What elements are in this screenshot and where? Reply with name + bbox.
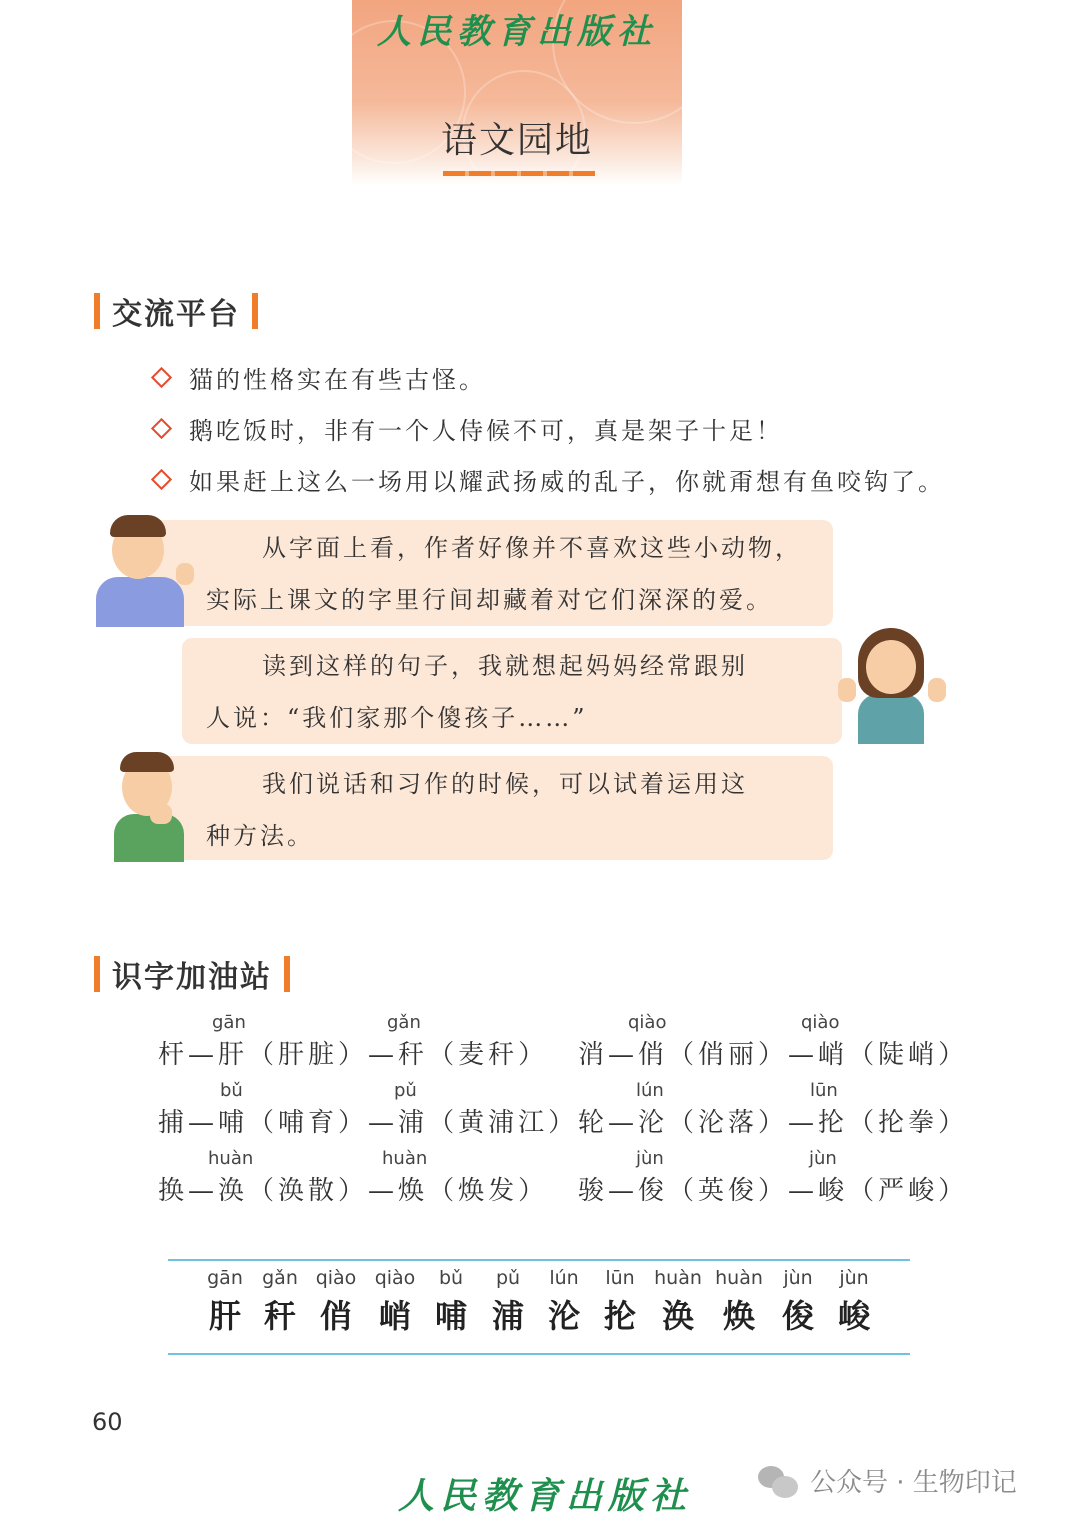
diamond-bullet-icon (151, 367, 172, 388)
bubble-line: 实际上课文的字里行间却藏着对它们深深的爱。 (206, 586, 773, 614)
target-char: 肝 (218, 1040, 249, 1070)
write-char: 肝 (208, 1297, 241, 1335)
watermark-text: 公众号 · 生物印记 (810, 1468, 1017, 1498)
write-char: 俊 (781, 1297, 814, 1335)
word: （抡拳） (848, 1108, 969, 1138)
sentence-text: 猫的性格实在有些古怪。 (189, 366, 486, 394)
write-char-cell (591, 1267, 649, 1337)
target-char: 沦 (638, 1108, 669, 1138)
pinyin: lún (549, 1267, 579, 1289)
word: （麦秆） (428, 1040, 549, 1070)
pinyin: pǔ (394, 1080, 417, 1101)
pinyin: huàn (654, 1267, 702, 1289)
char-group (578, 1102, 968, 1139)
char-group (578, 1170, 968, 1207)
speech-bubble (182, 638, 842, 744)
char-row (158, 1080, 969, 1150)
diamond-bullet-icon (151, 469, 172, 490)
publisher-logo-top: 人民教育出版社 (377, 12, 657, 52)
heading-bar-right (252, 293, 258, 329)
word: （涣散）— (248, 1176, 399, 1206)
write-char-cell (769, 1267, 827, 1337)
char-row (158, 1012, 969, 1082)
pinyin: gǎn (262, 1267, 298, 1289)
write-char-cell (825, 1267, 883, 1337)
pinyin: pǔ (495, 1267, 521, 1289)
sentence-item (150, 411, 783, 446)
target-char: 抡 (818, 1108, 849, 1138)
boy-illustration (110, 752, 190, 862)
pinyin: huàn (208, 1148, 254, 1169)
char-group (158, 1102, 578, 1139)
word: （陡峭） (848, 1040, 969, 1070)
section-title: 交流平台 (112, 297, 240, 332)
char-group (578, 1034, 968, 1071)
target-char: 峻 (818, 1176, 849, 1206)
page-title: 语文园地 (440, 120, 593, 161)
speech-bubble (150, 520, 833, 626)
pinyin: jùn (783, 1267, 813, 1289)
char-row (158, 1148, 969, 1218)
pinyin: gān (212, 1012, 246, 1033)
write-char-cell (422, 1267, 480, 1337)
base-char: 消— (578, 1040, 639, 1070)
base-char: 轮— (578, 1108, 639, 1138)
bubble-line: 从字面上看，作者好像并不喜欢这些小动物， (262, 534, 802, 562)
target-char: 俊 (638, 1176, 669, 1206)
word: （俏丽）— (668, 1040, 819, 1070)
write-char-cell (251, 1267, 309, 1337)
write-char: 沦 (547, 1297, 580, 1335)
write-char: 峭 (378, 1297, 411, 1335)
write-char-cell (649, 1267, 707, 1337)
sentence-item (150, 360, 486, 395)
section-title: 识字加油站 (112, 960, 272, 995)
sentence-item (150, 462, 945, 497)
wechat-icon (758, 1464, 800, 1498)
pinyin: lūn (605, 1267, 635, 1289)
boy-illustration (92, 515, 202, 627)
writing-box (168, 1259, 910, 1355)
base-char: 捕— (158, 1108, 219, 1138)
write-char-cell (710, 1267, 768, 1337)
write-char-cell (307, 1267, 365, 1337)
target-char: 浦 (398, 1108, 429, 1138)
pinyin: gǎn (387, 1012, 421, 1033)
write-char: 秆 (263, 1297, 296, 1335)
pinyin: jùn (636, 1148, 664, 1169)
bubble-line: 种方法。 (206, 822, 314, 850)
target-char: 峭 (818, 1040, 849, 1070)
target-char: 秆 (398, 1040, 429, 1070)
write-char-cell (479, 1267, 537, 1337)
bubble-line: 我们说话和习作的时候，可以试着运用这 (262, 770, 748, 798)
char-group (158, 1170, 548, 1207)
section-heading-exchange (94, 289, 258, 333)
heading-bar-left (94, 293, 100, 329)
word: （英俊）— (668, 1176, 819, 1206)
word: （黄浦江） (428, 1108, 579, 1138)
write-char: 俏 (319, 1297, 352, 1335)
watermark (758, 1462, 1017, 1499)
base-char: 杆— (158, 1040, 219, 1070)
pinyin: bǔ (220, 1080, 243, 1101)
target-char: 哺 (218, 1108, 249, 1138)
publisher-logo-bottom: 人民教育出版社 (397, 1475, 692, 1517)
girl-illustration (838, 628, 948, 744)
word: （焕发） (428, 1176, 549, 1206)
pinyin: qiào (801, 1012, 840, 1033)
pinyin: lún (636, 1080, 664, 1101)
char-group (158, 1034, 548, 1071)
sentence-text: 鹅吃饭时，非有一个人侍候不可，真是架子十足！ (189, 417, 783, 445)
write-char-cell (535, 1267, 593, 1337)
heading-bar-right (284, 956, 290, 992)
pinyin: qiào (628, 1012, 667, 1033)
pinyin: huàn (715, 1267, 763, 1289)
pinyin: gān (207, 1267, 243, 1289)
title-underline (443, 171, 595, 176)
write-char: 哺 (434, 1297, 467, 1335)
sentence-text: 如果赶上这么一场用以耀武扬威的乱子，你就甭想有鱼咬钩了。 (189, 468, 945, 496)
target-char: 俏 (638, 1040, 669, 1070)
write-char-cell (366, 1267, 424, 1337)
write-char: 涣 (661, 1297, 694, 1335)
base-char: 骏— (578, 1176, 639, 1206)
word: （沦落）— (668, 1108, 819, 1138)
section-heading-literacy (94, 952, 290, 996)
word: （严峻） (848, 1176, 969, 1206)
pinyin: jùn (839, 1267, 869, 1289)
word: （肝脏）— (248, 1040, 399, 1070)
target-char: 焕 (398, 1176, 429, 1206)
pinyin: bǔ (438, 1267, 464, 1289)
pinyin: qiào (315, 1267, 357, 1289)
write-char: 浦 (491, 1297, 524, 1335)
word: （哺育）— (248, 1108, 399, 1138)
target-char: 涣 (218, 1176, 249, 1206)
pinyin: lūn (810, 1080, 838, 1101)
diamond-bullet-icon (151, 418, 172, 439)
bubble-line: 人说：“我们家那个傻孩子……” (206, 704, 588, 732)
write-char: 抡 (603, 1297, 636, 1335)
pinyin: jùn (809, 1148, 837, 1169)
pinyin: qiào (374, 1267, 416, 1289)
bubble-line: 读到这样的句子，我就想起妈妈经常跟别 (262, 652, 748, 680)
page-number: 60 (92, 1408, 123, 1436)
write-char: 峻 (837, 1297, 870, 1335)
write-char-cell (196, 1267, 254, 1337)
speech-bubble (150, 756, 833, 860)
pinyin: huàn (382, 1148, 428, 1169)
base-char: 换— (158, 1176, 219, 1206)
write-char: 焕 (722, 1297, 755, 1335)
heading-bar-left (94, 956, 100, 992)
